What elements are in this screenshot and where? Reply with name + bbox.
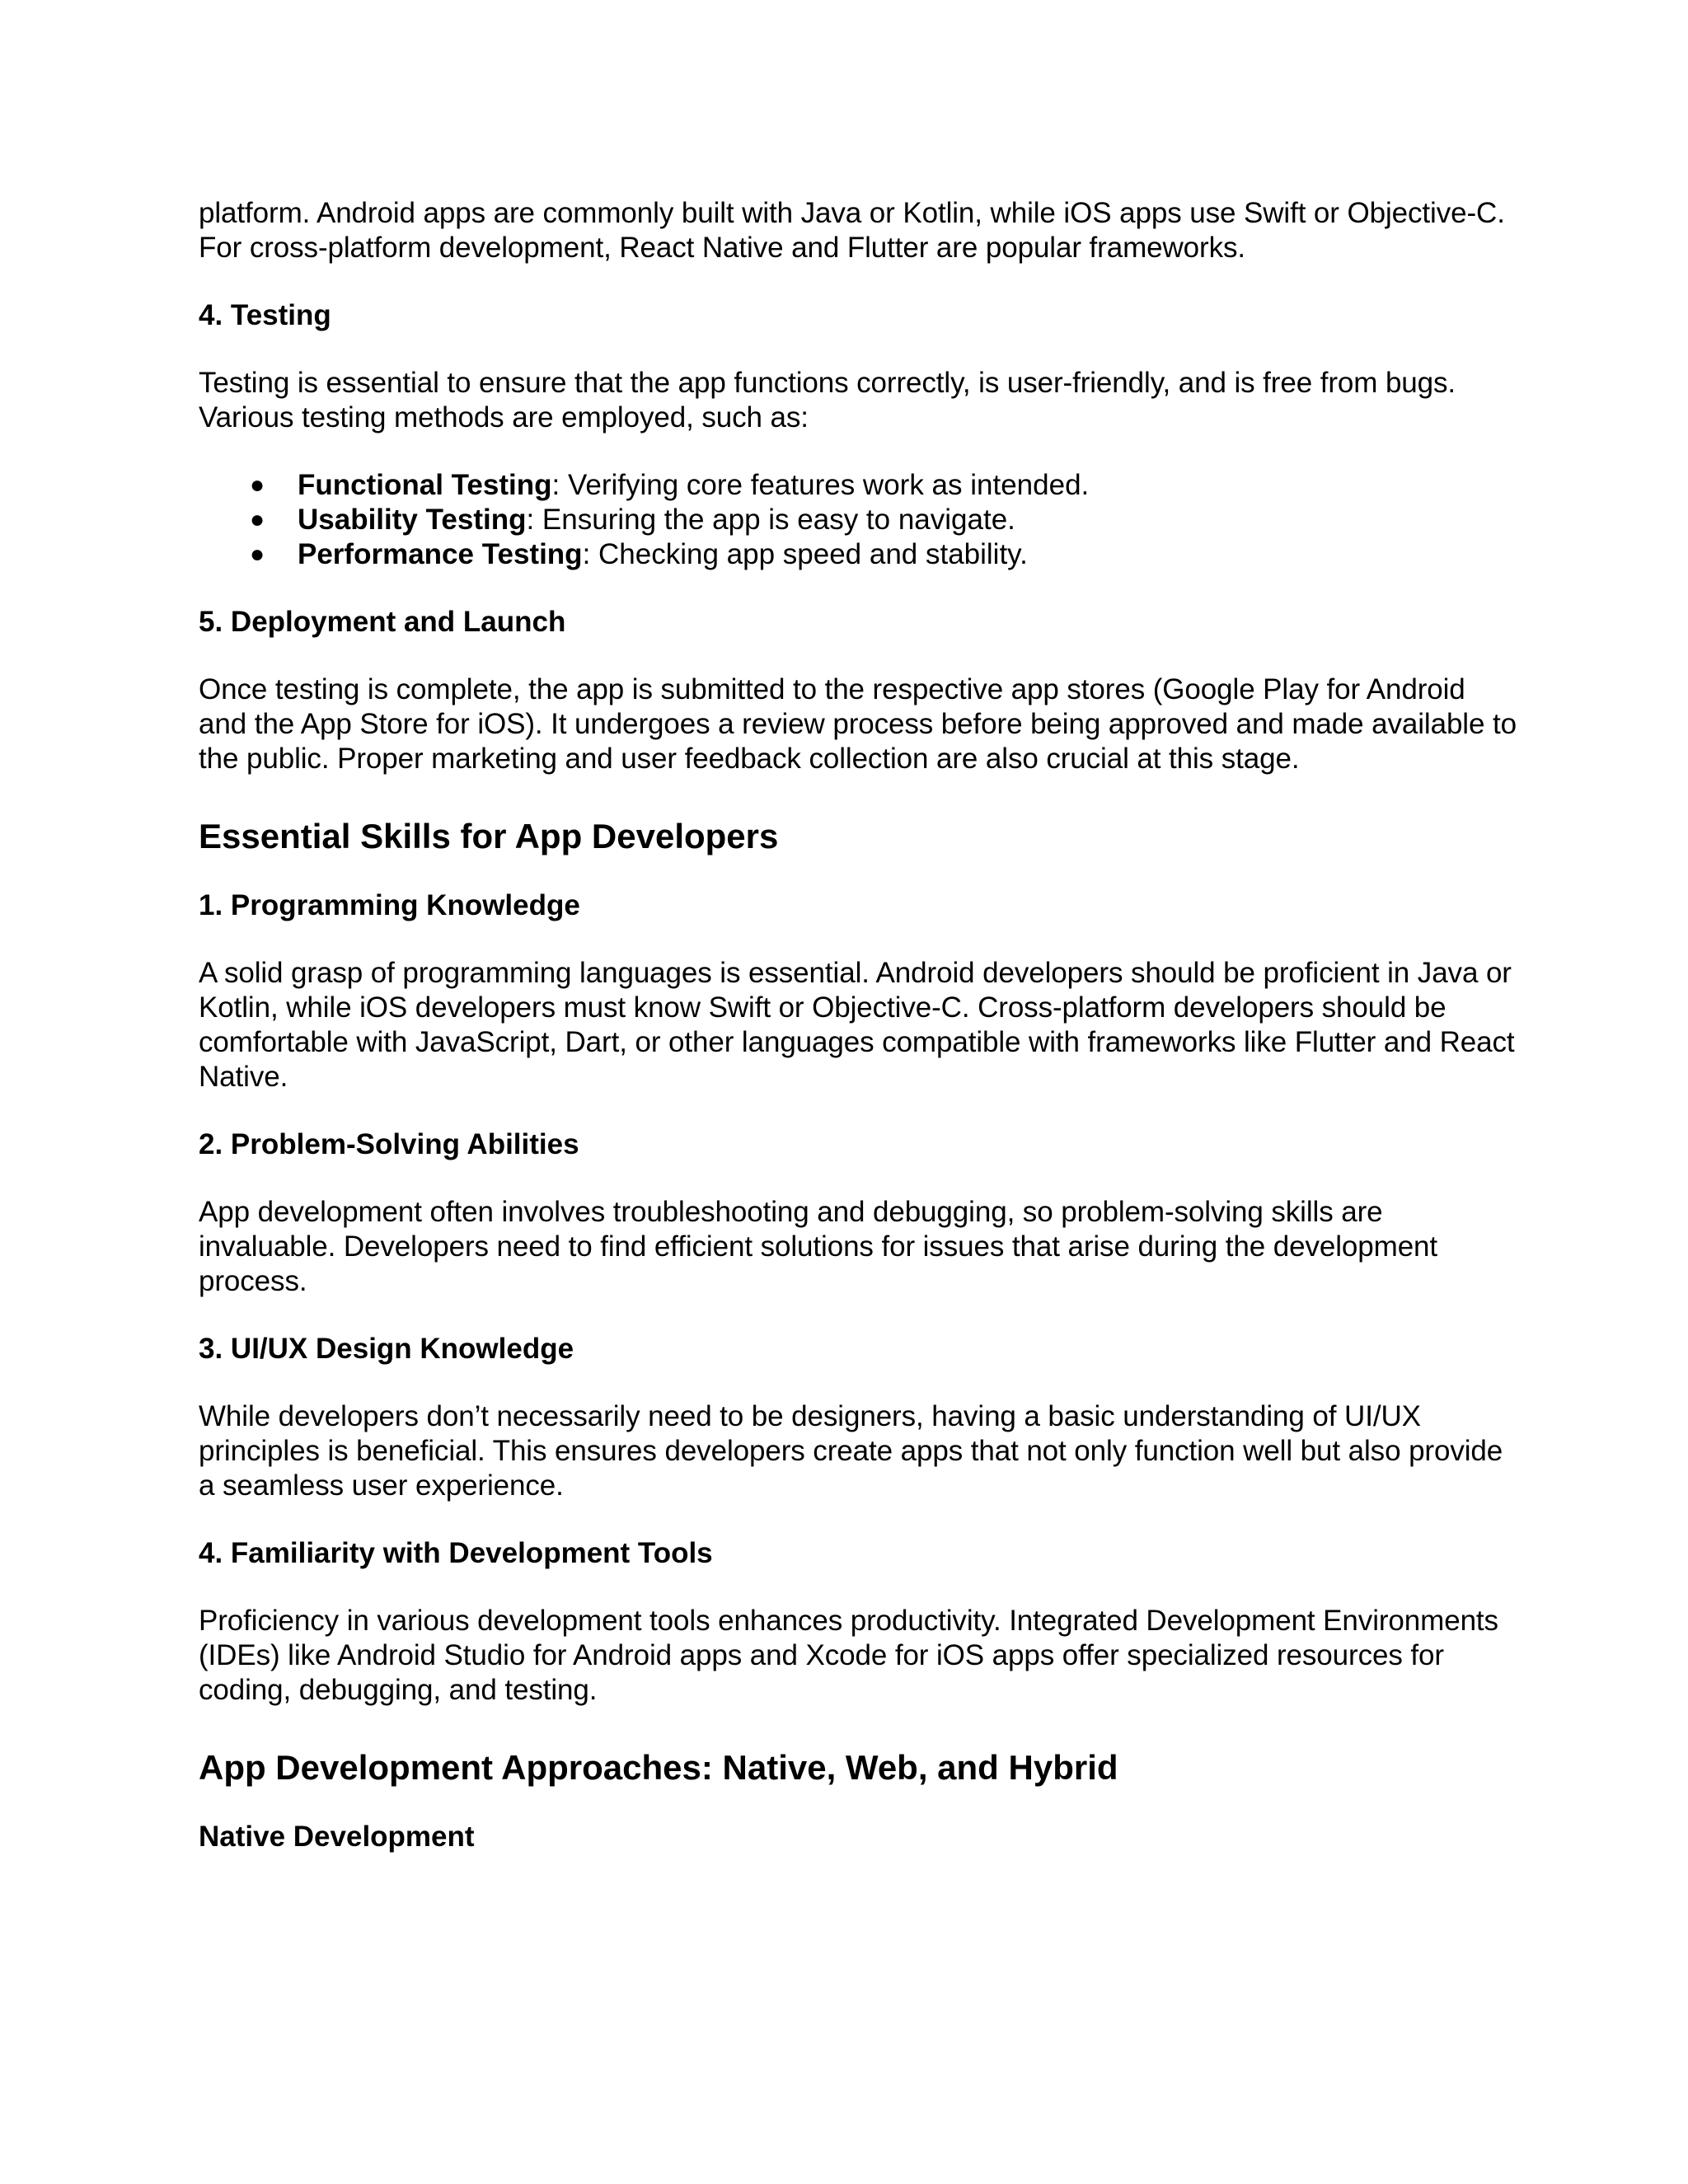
skill-heading: 2. Problem-Solving Abilities bbox=[199, 1128, 579, 1160]
document-content bbox=[199, 196, 1517, 1887]
deployment-heading: 5. Deployment and Launch bbox=[199, 606, 566, 638]
skill-paragraph: App development often involves troubleshooting and debugging, so problem-solving skills are invaluable. Developers need to find efficient solutions for issues that arise during the development process. bbox=[199, 1196, 1438, 1297]
skill-paragraph: Proficiency in various development tools enhances productivity. Integrated Development Environments (IDEs) like Android Studio for Android apps and Xcode for iOS apps offer specialized resources for coding, debugging, and testing. bbox=[199, 1605, 1498, 1706]
skill-heading: 1. Programming Knowledge bbox=[199, 889, 580, 921]
list-item bbox=[199, 537, 1517, 572]
skill-paragraph: A solid grasp of programming languages is essential. Android developers should be proficient in Java or Kotlin, while iOS developers must know Swift or Objective-C. Cross-platform developers should be comfortable with JavaScript, Dart, or other languages compatible with frameworks like Flutter and React Native. bbox=[199, 957, 1515, 1093]
approaches-section-title: App Development Approaches: Native, Web, and Hybrid bbox=[199, 1748, 1118, 1787]
testing-methods-list bbox=[199, 468, 1517, 572]
bullet-icon: ● bbox=[250, 541, 265, 568]
list-item-term: Performance Testing bbox=[298, 538, 583, 570]
bullet-icon: ● bbox=[250, 506, 265, 533]
list-item-desc: : Ensuring the app is easy to navigate. bbox=[526, 504, 1015, 536]
list-item-term: Usability Testing bbox=[298, 504, 527, 536]
list-item-desc: : Checking app speed and stability. bbox=[582, 538, 1028, 570]
skill-heading: 3. UI/UX Design Knowledge bbox=[199, 1333, 574, 1365]
testing-paragraph: Testing is essential to ensure that the app functions correctly, is user-friendly, and is free from bugs. Various testing methods are employed, such as: bbox=[199, 367, 1456, 434]
testing-heading: 4. Testing bbox=[199, 299, 331, 331]
deployment-paragraph: Once testing is complete, the app is submitted to the respective app stores (Google Play for Android and the App Store for iOS). It undergoes a review process before being approved and made available to the public. Proper marketing and user feedback collection are also crucial at this stage. bbox=[199, 673, 1517, 775]
list-item bbox=[199, 468, 1517, 503]
bullet-icon: ● bbox=[250, 471, 265, 499]
skill-heading: 4. Familiarity with Development Tools bbox=[199, 1537, 713, 1569]
list-item-desc: : Verifying core features work as intended. bbox=[551, 469, 1090, 501]
list-item-term: Functional Testing bbox=[298, 469, 552, 501]
list-item bbox=[199, 503, 1517, 537]
intro-paragraph: platform. Android apps are commonly built with Java or Kotlin, while iOS apps use Swift or Objective-C. For cross-platform development, React Native and Flutter are popular frameworks. bbox=[199, 197, 1505, 264]
native-development-heading: Native Development bbox=[199, 1821, 475, 1853]
skills-section-title: Essential Skills for App Developers bbox=[199, 817, 779, 855]
skill-paragraph: While developers don’t necessarily need to be designers, having a basic understanding of UI/UX principles is beneficial. This ensures developers create apps that not only function well but also provide a seamless user experience. bbox=[199, 1400, 1503, 1502]
